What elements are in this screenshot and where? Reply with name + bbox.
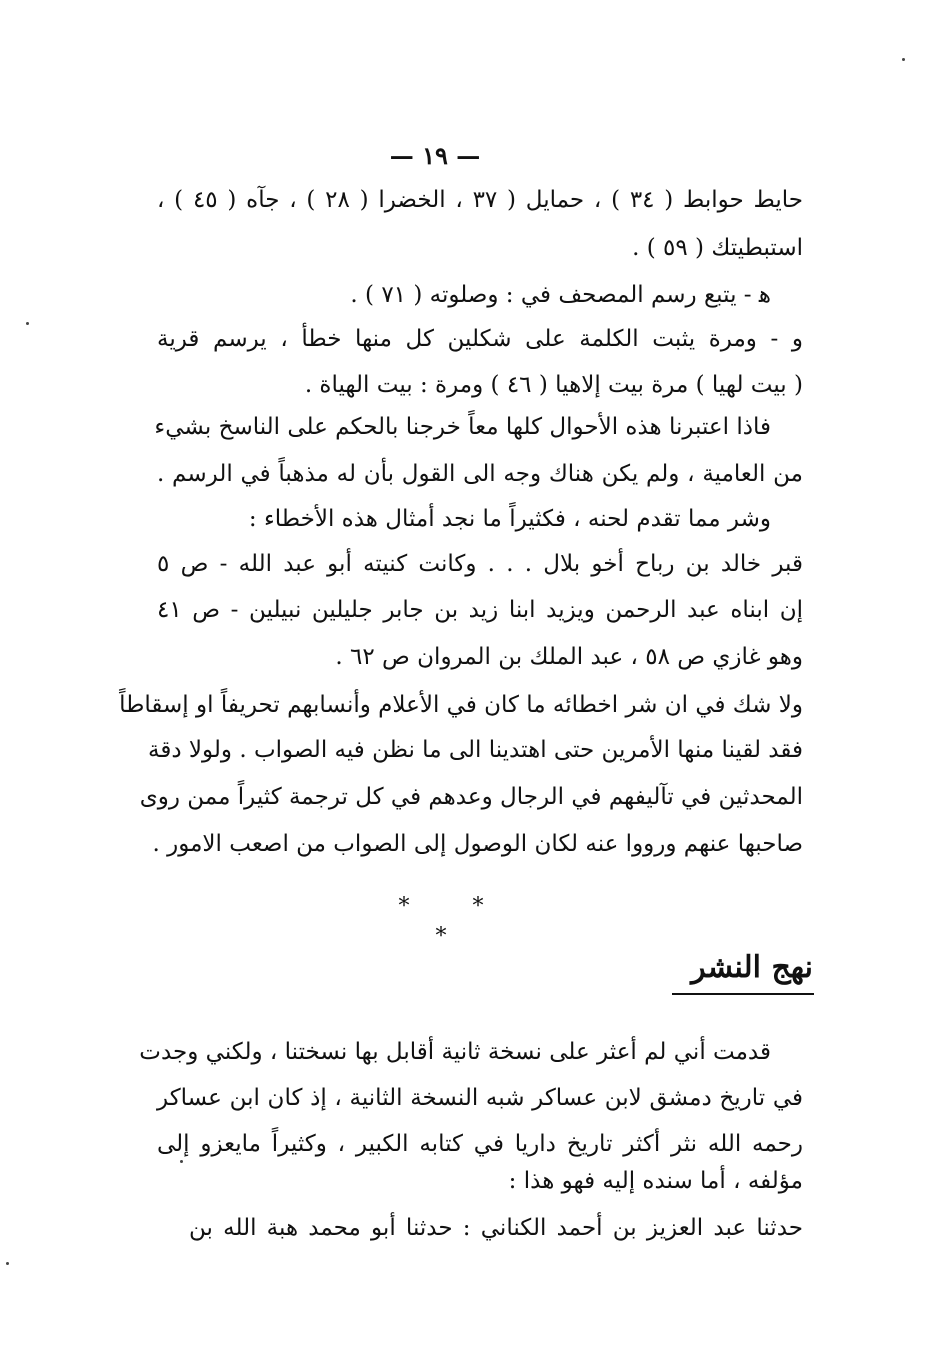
heading-underline — [672, 993, 814, 995]
text-line: وشر مما تقدم لحنه ، فكثيراً ما نجد أمثال هذه الأخطاء : — [248, 506, 771, 532]
text-line: ولا شك في ان شر اخطائه ما كان في الأعلام وأنسابهم تحريفاً او إسقاطاً — [119, 692, 803, 718]
text-line: صاحبها عنهم ورووا عنه لكان الوصول إلى الصواب من اصعب الامور . — [152, 831, 803, 857]
page-number: — ١٩ — — [389, 141, 481, 170]
scan-speck — [180, 1160, 183, 1163]
text-line: مؤلفه ، أما سنده إليه فهو هذا : — [508, 1168, 803, 1194]
section-heading: نهج النشر — [691, 950, 813, 985]
scan-speck — [6, 1262, 9, 1265]
text-line: في تاريخ دمشق لابن عساكر شبه النسخة الثانية ، إذ كان ابن عساكر — [157, 1085, 803, 1111]
text-line: فاذا اعتبرنا هذه الأحوال كلها معاً خرجنا بالحكم على الناسخ بشيء — [154, 414, 771, 440]
text-line: قبر خالد بن رباح أخو بلال . . . وكانت كنيته أبو عبد الله - ص ٥ — [157, 551, 803, 577]
text-line: فقد لقينا منها الأمرين حتى اهتدينا الى ما نظن فيه الصواب . ولولا دقة — [148, 737, 803, 763]
text-line: ﻫ - يتبع رسم المصحف في : وصلوته ( ٧١ ) . — [350, 282, 771, 308]
text-line: وهو غازي ص ٥٨ ، عبد الملك بن المروان ص ٦٢ . — [335, 644, 803, 670]
text-line: المحدثين في تآليفهم في الرجال وعدهم في كل ترجمة كثيراً ممن روى — [139, 784, 803, 810]
text-line: رحمه الله نثر أكثر تاريخ داريا في كتابه الكبير ، وكثيراً مايعزو إلى — [157, 1131, 803, 1157]
text-line: من العامية ، ولم يكن هناك وجه الى القول بأن له مذهباً في الرسم . — [157, 461, 803, 487]
text-line: ( بيت لهيا ) مرة بيت إلاهيا ( ٤٦ ) ومرة : بيت الهياة . — [304, 372, 803, 398]
text-line: و - ومرة يثبت الكلمة على شكلين كل منها خطأ ، يرسم قرية — [157, 326, 803, 352]
text-line: استبطيتك ( ٥٩ ) . — [632, 235, 803, 261]
section-separator: * * * — [398, 894, 512, 949]
text-line: إن ابناه عبد الرحمن ويزيد ابنا زيد بن جابر جليلين نبيلين - ص ٤١ — [157, 597, 803, 623]
text-line: قدمت أني لم أعثر على نسخة ثانية أقابل بها نسختنا ، ولكني وجدت — [139, 1039, 771, 1065]
text-line: حايط حوابط ( ٣٤ ) ، حمايل ( ٣٧ ، الخضرا ( ٢٨ ) ، جآه ( ٤٥ ) ، — [157, 187, 803, 213]
text-line: حدثنا عبد العزيز بن أحمد الكناني : حدثنا أبو محمد هبة الله بن — [189, 1215, 803, 1241]
scan-speck — [902, 58, 905, 61]
scan-speck — [26, 322, 29, 325]
